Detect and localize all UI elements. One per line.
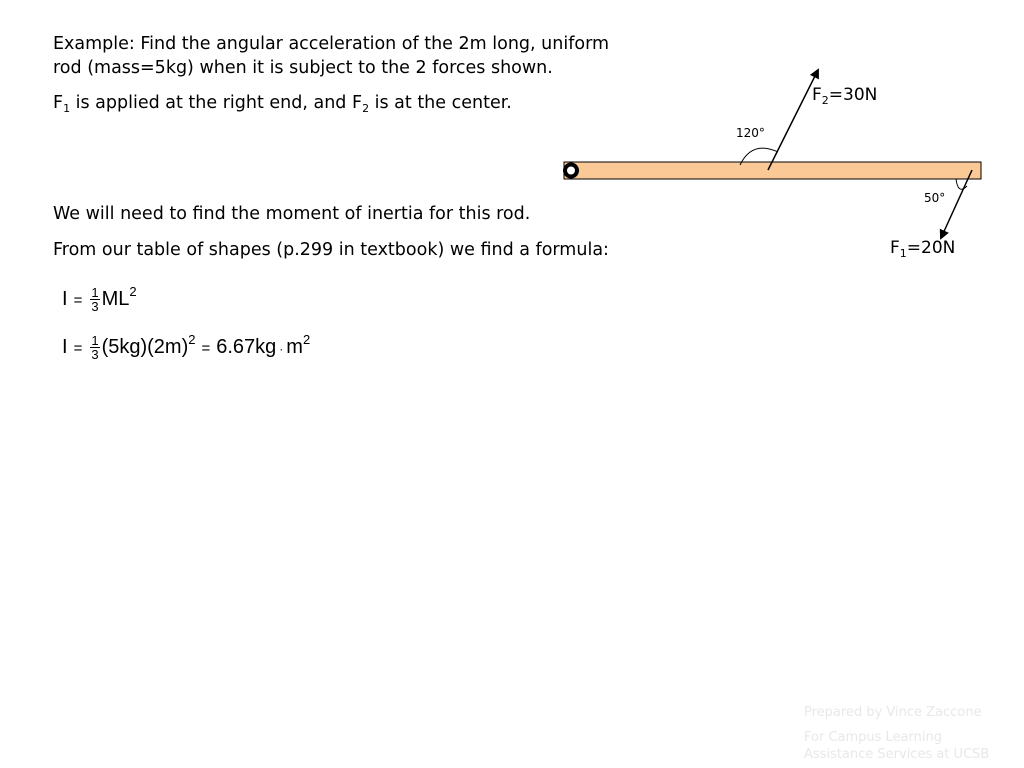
force-f1-label <box>890 238 955 258</box>
f2-subscript: 2 <box>362 102 370 115</box>
eq1-denominator: 3 <box>91 299 99 314</box>
f2-symbol: F <box>351 93 363 113</box>
f2-label-subscript: 2 <box>821 94 829 107</box>
eq2-unit: m <box>286 335 303 358</box>
f1-label-value: =20N <box>906 238 956 258</box>
f1-label-symbol: F <box>890 238 900 258</box>
f1-symbol: F <box>53 93 64 113</box>
eq2-denominator: 3 <box>91 347 99 362</box>
eq2-lhs: I <box>62 335 68 358</box>
force-f2-arrow <box>768 70 818 170</box>
problem-line-3-end: is at the center. <box>369 93 512 113</box>
pivot-icon <box>565 165 577 177</box>
eq2-unit-exponent: 2 <box>302 331 311 347</box>
explanation-line-1: We will need to find the moment of inertia for this rod. <box>53 204 531 224</box>
problem-line-2: rod (mass=5kg) when it is subject to the 2 forces shown. <box>53 58 553 78</box>
explanation-line-2: From our table of shapes (p.299 in textbook) we find a formula: <box>53 240 609 260</box>
rod <box>564 162 981 179</box>
f2-label-symbol: F <box>812 85 822 105</box>
eq1-body: ML <box>101 287 130 310</box>
footer-line-2: For Campus Learning <box>804 730 942 745</box>
f1-label-subscript: 1 <box>899 247 907 260</box>
angle-f2-label: 120° <box>736 126 765 140</box>
problem-line-3-mid: is applied at the right end, and <box>70 93 352 113</box>
eq2-result: 6.67kg <box>216 335 277 358</box>
footer-line-3: Assistance Services at UCSB <box>804 747 990 762</box>
eq2-equals-2: = <box>201 339 211 357</box>
footer-prepared-by: Prepared by Vince Zaccone <box>804 705 982 720</box>
f1-subscript: 1 <box>63 102 71 115</box>
eq2-dot: · <box>279 341 284 356</box>
eq1-lhs: I <box>62 287 68 310</box>
eq2-equals: = <box>73 339 83 357</box>
eq1-exponent: 2 <box>129 283 137 299</box>
eq1-equals: = <box>73 291 83 309</box>
eq1-numerator: 1 <box>91 285 99 300</box>
problem-line-1: Example: Find the angular acceleration of the 2m long, uniform <box>53 34 610 54</box>
f2-label-value: =30N <box>828 85 878 105</box>
force-f2-label <box>812 85 877 105</box>
angle-f1-label: 50° <box>924 191 946 205</box>
eq2-body: (5kg)(2m) <box>101 335 189 358</box>
eq2-numerator: 1 <box>91 333 99 348</box>
eq2-exponent: 2 <box>188 331 196 347</box>
